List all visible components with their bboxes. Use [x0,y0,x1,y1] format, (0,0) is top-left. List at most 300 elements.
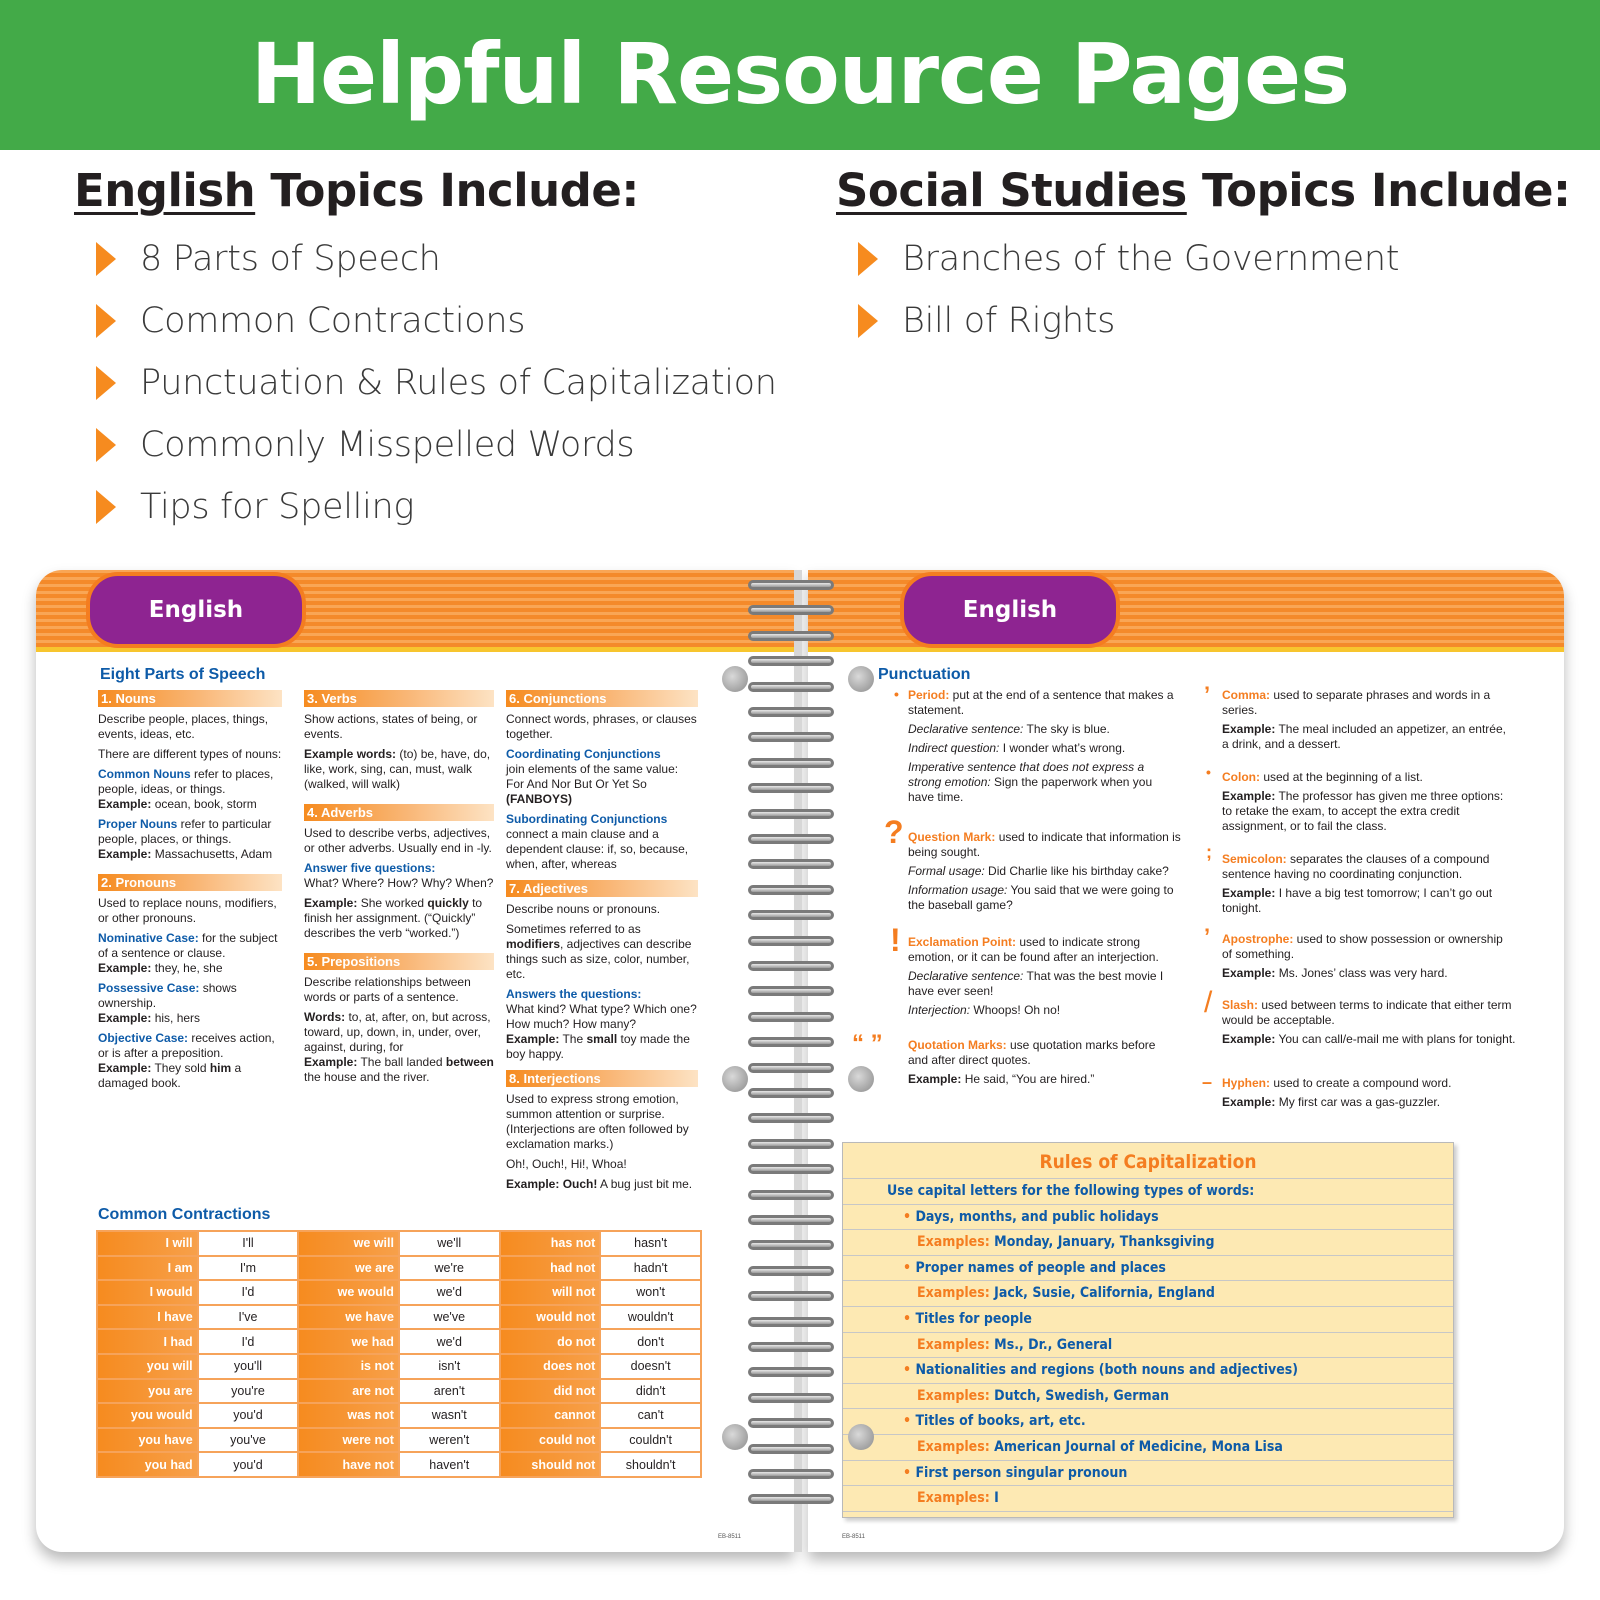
left-page [36,570,794,1552]
arrow-icon [96,304,116,338]
declarative-text: The sky is blue. [1023,722,1110,736]
comma-label: Comma: [1222,688,1271,702]
list-item [836,290,1576,352]
contraction-phrase: would not [500,1305,601,1330]
contraction-phrase: you will [97,1354,198,1379]
example-text: She worked [357,896,428,910]
example-text: The professor has given me three options: to retake the exam, to accept the extra credit assignment, or to fail the class. [1222,789,1504,833]
capitalization-rule [843,1256,1453,1282]
slash-label: Slash: [1222,998,1259,1012]
colon-label: Colon: [1222,770,1260,784]
list-item [74,228,794,290]
pronouns-header: 2. Pronouns [98,874,282,891]
spiral-coil [748,682,834,694]
hyphen-desc: used to create a compound word. [1270,1076,1452,1090]
spiral-coil [748,910,834,922]
capitalization-rules [843,1205,1453,1512]
spiral-coil [748,1215,834,1227]
exclamation-icon: ! [890,922,901,958]
contraction-form: haven't [399,1452,500,1477]
examples-label: Examples: [917,1234,990,1251]
semicolon-entry [1222,852,1512,920]
capitalization-rule [843,1307,1453,1333]
english-tab: English [900,572,1120,648]
spiral-coil [748,1190,834,1202]
english-topics [74,160,794,538]
contraction-phrase: I had [97,1329,198,1354]
table-row [97,1403,701,1428]
page-footer: EB-8511 [842,1534,865,1540]
list-item [74,290,794,352]
fanboys-words: For And Nor But Or Yet So [506,777,647,791]
bullet-icon: • [903,1259,916,1276]
rule-text: Proper names of people and places [915,1259,1166,1276]
semicolon-desc: separates the clauses of a compound sentence having no coordinating conjunction. [1222,852,1490,881]
interjections-words: Oh!, Ouch!, Hi!, Whoa! [506,1157,627,1171]
contraction-phrase: had not [500,1256,601,1281]
semicolon-icon: ; [1206,842,1212,862]
contraction-phrase: could not [500,1428,601,1453]
spiral-coil [748,1063,834,1075]
contraction-form: won't [600,1280,701,1305]
modifiers-emphasis: modifiers [506,937,561,951]
contraction-phrase: are not [298,1379,399,1404]
slash-entry [1222,998,1522,1051]
example-label: Example: [304,896,358,910]
binding-hole [848,1066,874,1092]
information-text: You said that we were going to the baseball game? [908,883,1174,912]
english-topics-heading [74,160,794,222]
nominative-case [98,931,282,976]
binding-hole [722,1424,748,1450]
apostrophe-entry [1222,932,1512,985]
contraction-form: shouldn't [600,1452,701,1477]
contraction-form: hadn't [600,1256,701,1281]
spiral-coil [748,1444,834,1456]
example-text: I have a big test tomorrow; I can’t go out tonight. [1222,886,1493,915]
contraction-form: weren't [399,1428,500,1453]
period-icon: • [894,686,899,702]
example-text: Massachusetts, Adam [151,847,273,861]
fanboys-label: (FANBOYS) [506,792,572,806]
contraction-phrase: you have [97,1428,198,1453]
table-row [97,1305,701,1330]
contraction-phrase: you would [97,1403,198,1428]
spiral-coil [748,1164,834,1176]
table-row [97,1354,701,1379]
questions-label: Answers the questions: [506,987,642,1001]
spiral-coil [748,631,834,643]
contraction-phrase: cannot [500,1403,601,1428]
question-desc: used to indicate that information is being sought. [908,830,1181,859]
common-nouns-label: Common Nouns [98,767,191,781]
examples-label: Examples: [917,1285,990,1302]
prepositions-desc: Describe relationships between words or parts of a sentence. [304,975,471,1004]
adverbs-example [304,896,494,941]
modifiers-text: , adjectives can describe things such as size, color, number, etc. [506,937,692,981]
contraction-form: don't [600,1329,701,1354]
arrow-icon [96,490,116,524]
contractions-title: Common Contractions [98,1206,271,1223]
examples-text: I [994,1490,999,1507]
topic-label: Branches of the Government [902,239,1400,279]
contraction-phrase: we have [298,1305,399,1330]
imperative-text: Sign the paperwork when you have time. [908,775,1153,804]
contraction-form: we'll [399,1231,500,1256]
spiral-coil [748,1469,834,1481]
semicolon-label: Semicolon: [1222,852,1287,866]
period-entry [908,688,1178,809]
examples-label: Examples: [917,1438,990,1455]
rule-text: Titles for people [915,1310,1032,1327]
interjection-text: Whoops! Oh no! [970,1003,1061,1017]
capitalization-example [843,1384,1453,1410]
subordinating-label: Subordinating Conjunctions [506,812,668,826]
adverbs-desc: Used to describe verbs, adjectives, or other adverbs. Usually end in -ly. [304,826,492,855]
example-emphasis: between [445,1055,494,1069]
english-heading-underlined: English [74,164,256,217]
examples-text: Monday, January, Thanksgiving [994,1234,1215,1251]
interjections-desc: Used to express strong emotion, summon attention or surprise. (Interjections are often followed by exclamation marks.) [506,1092,689,1151]
example-label: Example: [908,1072,962,1086]
conjunctions-header: 6. Conjunctions [506,690,698,707]
contraction-form: you'll [198,1354,299,1379]
common-nouns-text: refer to places, people, ideas, or things. [98,767,274,796]
binding-hole [848,1424,874,1450]
contraction-phrase: has not [500,1231,601,1256]
example-text: his, hers [151,1011,201,1025]
header-banner [0,0,1600,150]
contraction-phrase: we are [298,1256,399,1281]
adverbs-questions [304,861,494,891]
comma-entry [1222,688,1512,756]
spiral-coil [748,1494,834,1506]
example-label: Example: Ouch! [506,1177,598,1191]
indirect-text: I wonder what’s wrong. [999,741,1126,755]
example-label: Example: [98,797,152,811]
exclamation-entry [908,935,1184,1022]
spiral-coil [748,1012,834,1024]
verbs-example [304,747,494,792]
possessive-case [98,981,282,1026]
binding-hole [722,1066,748,1092]
arrow-icon [96,242,116,276]
apostrophe-icon: ’ [1204,924,1211,949]
bullet-icon: • [903,1208,916,1225]
common-nouns [98,767,282,812]
contraction-phrase: should not [500,1452,601,1477]
example-label: Example: [1222,886,1276,900]
formal-label: Formal usage: [908,864,985,878]
declarative-label: Declarative sentence: [908,969,1024,983]
bullet-icon: • [903,1310,916,1327]
contraction-phrase: I have [97,1305,198,1330]
contraction-form: I'd [198,1280,299,1305]
list-item [836,228,1576,290]
contraction-form: we'd [399,1329,500,1354]
arrow-icon [858,242,878,276]
contractions-table [96,1230,702,1478]
nouns-types: There are different types of nouns: [98,747,282,761]
contraction-phrase: I would [97,1280,198,1305]
quotation-entry [908,1038,1178,1091]
indirect-label: Indirect question: [908,741,1000,755]
coordinating-conjunctions [506,747,698,807]
example-label: Example: [1222,1032,1276,1046]
imperative-label: Imperative sentence that does not express a strong emotion: [908,760,1145,789]
interjections-example [506,1177,698,1192]
spiral-coil [748,580,834,592]
contraction-form: wasn't [399,1403,500,1428]
pronouns-desc: Used to replace nouns, modifiers, or other pronouns. [98,896,277,925]
example-label: Example: [506,1032,560,1046]
contraction-form: isn't [399,1354,500,1379]
interjection-label: Interjection: [908,1003,971,1017]
example-text: The ball landed [357,1055,446,1069]
examples-text: American Journal of Medicine, Mona Lisa [994,1438,1283,1455]
social-topics-heading [836,160,1576,222]
example-text: The meal included an appetizer, an entrée, a drink, and a dessert. [1222,722,1506,751]
contraction-form: wouldn't [600,1305,701,1330]
adjectives-questions [506,987,698,1062]
contraction-form: you've [198,1428,299,1453]
spiral-coil [748,936,834,948]
example-label: Example: [1222,722,1276,736]
exclamation-desc: used to indicate strong emotion, or it can be found after an interjection. [908,935,1159,964]
spiral-coil [748,1088,834,1100]
capitalization-rule [843,1461,1453,1487]
objective-case [98,1031,282,1091]
question-entry [908,830,1184,917]
contraction-phrase: we would [298,1280,399,1305]
spiral-coil [748,1342,834,1354]
adjectives-modifiers [506,922,698,982]
social-heading-rest: Topics Include: [1186,164,1571,217]
table-row [97,1329,701,1354]
contraction-form: you'd [198,1452,299,1477]
contraction-form: we've [399,1305,500,1330]
bullet-icon: • [903,1413,916,1430]
rule-text: Days, months, and public holidays [915,1208,1159,1225]
spiral-coil [748,961,834,973]
capitalization-rule [843,1205,1453,1231]
example-text: to finish her assignment. (“Quickly” describes the verb “worked.”) [304,896,483,940]
topic-label: Commonly Misspelled Words [140,425,635,465]
example-text: (to) be, have, do, like, work, sing, can, must, walk (walked, will walk) [304,747,491,791]
colon-icon: • [1206,764,1211,780]
english-topic-list [74,228,794,538]
contraction-form: can't [600,1403,701,1428]
social-studies-topics [836,160,1576,352]
arrow-icon [858,304,878,338]
contraction-phrase: do not [500,1329,601,1354]
contraction-form: you'd [198,1403,299,1428]
apostrophe-label: Apostrophe: [1222,932,1294,946]
example-label: Example: [98,961,152,975]
contraction-form: we're [399,1256,500,1281]
spiral-coil [748,656,834,668]
banner-title: Helpful Resource Pages [250,25,1350,123]
contraction-phrase: was not [298,1403,399,1428]
contraction-phrase: will not [500,1280,601,1305]
topic-label: Bill of Rights [902,301,1116,341]
words-text: to, at, after, on, but across, toward, up, down, in, under, over, against, during, for [304,1010,491,1054]
contraction-phrase: I am [97,1256,198,1281]
coordinating-label: Coordinating Conjunctions [506,747,661,761]
example-label: Example: [1222,1095,1276,1109]
slash-icon: / [1204,986,1213,1019]
example-label: Example: [1222,966,1276,980]
spiral-coil [748,986,834,998]
proper-nouns-text: refer to particular people, places, or things. [98,817,272,846]
contraction-form: I've [198,1305,299,1330]
spiral-coil [748,1367,834,1379]
contraction-phrase: did not [500,1379,601,1404]
example-emphasis: him [209,1061,232,1075]
question-label: Question Mark: [908,830,996,844]
social-topic-list [836,228,1576,352]
list-item [74,352,794,414]
spiral-coil [748,605,834,617]
topic-label: Common Contractions [140,301,526,341]
spiral-coil [748,1113,834,1125]
contraction-phrase: were not [298,1428,399,1453]
spiral-coil [748,732,834,744]
contraction-form: you're [198,1379,299,1404]
spiral-coil [748,1393,834,1405]
examples-label: Examples: [917,1387,990,1404]
example-text: they, he, she [151,961,223,975]
hyphen-entry [1222,1076,1512,1114]
example-text: toy made the boy happy. [506,1032,690,1061]
capitalization-example [843,1486,1453,1512]
nouns-header: 1. Nouns [98,690,282,707]
questions-label: Answer five questions: [304,861,436,875]
contraction-phrase: you had [97,1452,198,1477]
example-emphasis: quickly [427,896,469,910]
period-desc: put at the end of a sentence that makes a statement. [908,688,1174,717]
punctuation-title: Punctuation [878,666,971,683]
list-item [74,476,794,538]
contraction-form: I'll [198,1231,299,1256]
colon-entry [1222,770,1512,838]
contraction-form: didn't [600,1379,701,1404]
list-item [74,414,794,476]
spiral-coil [748,783,834,795]
apostrophe-desc: used to show possession or ownership of something. [1222,932,1503,961]
possessive-label: Possessive Case: [98,981,200,995]
declarative-text: That was the best movie I have ever seen! [908,969,1164,998]
questions-text: What kind? What type? Which one? How much? How many? [506,1002,697,1031]
rule-text: Titles of books, art, etc. [915,1413,1086,1430]
nominative-label: Nominative Case: [98,931,199,945]
verbs-desc: Show actions, states of being, or events. [304,712,478,741]
examples-text: Jack, Susie, California, England [994,1285,1215,1302]
example-text: the house and the river. [304,1070,430,1084]
contraction-form: I'd [198,1329,299,1354]
objective-label: Objective Case: [98,1031,189,1045]
example-text: They sold [151,1061,210,1075]
table-row [97,1428,701,1453]
example-label: Example: [304,1055,358,1069]
prepositions-words [304,1010,494,1085]
example-text: My first car was a gas-guzzler. [1275,1095,1441,1109]
spiral-coil [748,809,834,821]
spiral-coil [748,885,834,897]
social-heading-underlined: Social Studies [836,164,1187,217]
contraction-form: couldn't [600,1428,701,1453]
spiral-coil [748,859,834,871]
examples-text: Dutch, Swedish, German [994,1387,1170,1404]
example-emphasis: small [586,1032,618,1046]
table-row [97,1379,701,1404]
nouns-desc: Describe people, places, things, events, ideas, etc. [98,712,269,741]
rule-text: Nationalities and regions (both nouns and adjectives) [915,1362,1299,1379]
prepositions-header: 5. Prepositions [304,953,494,970]
objective-text: receives action, or is after a preposition. [98,1031,275,1060]
contraction-phrase: we will [298,1231,399,1256]
words-label: Words: [304,1010,346,1024]
spiral-coil [748,707,834,719]
example-text: You can call/e-mail me with plans for tonight. [1275,1032,1516,1046]
contraction-phrase: you are [97,1379,198,1404]
example-text: He said, “You are hired.” [961,1072,1095,1086]
quotation-desc: use quotation marks before and after direct quotes. [908,1038,1156,1067]
example-label: Example: [98,1011,152,1025]
binding-hole [848,666,874,692]
spiral-coil [748,1240,834,1252]
spiral-coil [748,1317,834,1329]
examples-label: Examples: [917,1336,990,1353]
eight-parts-title: Eight Parts of Speech [100,666,266,683]
arrow-icon [96,366,116,400]
examples-label: Examples: [917,1490,990,1507]
information-label: Information usage: [908,883,1008,897]
contraction-phrase: have not [298,1452,399,1477]
adverbs-header: 4. Adverbs [304,804,494,821]
contraction-phrase: is not [298,1354,399,1379]
capitalization-title: Rules of Capitalization [843,1143,1453,1179]
table-row [97,1231,701,1256]
quotation-label: Quotation Marks: [908,1038,1007,1052]
column-verbs-adverbs-prepositions [304,690,494,1090]
contraction-form: aren't [399,1379,500,1404]
rule-text: First person singular pronoun [915,1464,1128,1481]
exclamation-label: Exclamation Point: [908,935,1017,949]
slash-desc: used between terms to indicate that either term would be acceptable. [1222,998,1512,1027]
example-label: Example: [1222,789,1276,803]
arrow-icon [96,428,116,462]
conjunctions-desc: Connect words, phrases, or clauses together. [506,712,697,741]
subordinating-conjunctions [506,812,698,872]
formal-text: Did Charlie like his birthday cake? [984,864,1169,878]
contraction-phrase: does not [500,1354,601,1379]
capitalization-rule [843,1358,1453,1384]
possessive-text: shows ownership. [98,981,237,1010]
contraction-form: hasn't [600,1231,701,1256]
spiral-coil [748,1418,834,1430]
example-text: ocean, book, storm [151,797,257,811]
capitalization-intro: Use capital letters for the following types of words: [843,1179,1453,1205]
coordinating-text: join elements of the same value: [506,762,679,776]
page-footer: EB-8511 [718,1534,741,1540]
declarative-label: Declarative sentence: [908,722,1024,736]
table-row [97,1452,701,1477]
bullet-icon: • [903,1464,916,1481]
example-label: Example words: [304,747,397,761]
contraction-form: doesn't [600,1354,701,1379]
spiral-binding [736,580,840,1530]
